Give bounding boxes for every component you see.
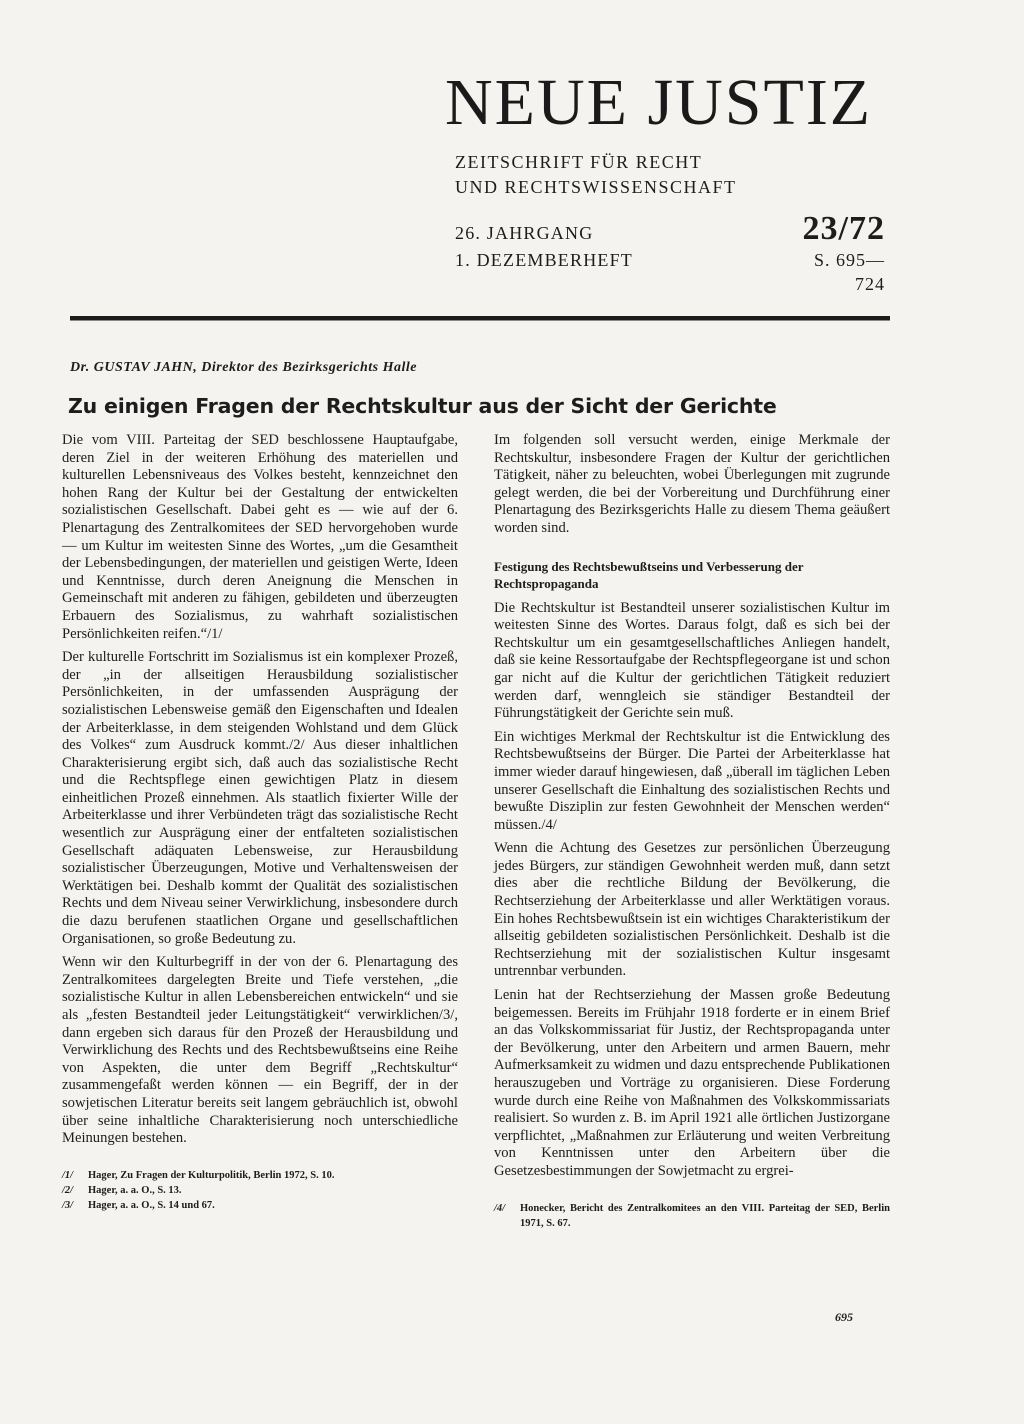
page-number: 695 [835, 1310, 853, 1324]
footnote [62, 1183, 458, 1198]
journal-subtitle [455, 150, 737, 200]
left-column [62, 432, 458, 1213]
footnote-text: Hager, a. a. O., S. 13. [88, 1184, 182, 1196]
issue-number: 23/72 [802, 210, 885, 247]
footnote-mark: /1/ [62, 1169, 74, 1181]
footnote-mark: /2/ [62, 1184, 74, 1196]
footnotes-right [494, 1201, 890, 1231]
volume-label: 26. JAHRGANG [455, 223, 594, 243]
footnote [62, 1198, 458, 1213]
footnote-text: Hager, Zu Fragen der Kulturpolitik, Berlin 1972, S. 10. [88, 1169, 335, 1181]
paragraph: Wenn wir den Kulturbegriff in der von der 6. Plenartagung des Zentralkomitees dargelegten Breite und Tiefe verstehen, „die sozialistische Kultur in allen Lebensbereichen entwickeln“ und sie als „festen Bestandteil jeder Leitungstätigkeit“ verwirklichen/3/, dann ergeben sich daraus für den Prozeß der Herausbildung und Verwirklichung des Rechts und des Rechtsbewußtseins eine Reihe von Aspekten, die unter dem Begriff „Rechtskultur“ zusammengefaßt werden können — ein Begriff, der in der sowjetischen Literatur bereits seit langem gebräuchlich ist, obwohl über seine inhaltliche Charakterisierung noch unterschiedliche Meinungen bestehen. [62, 954, 458, 1147]
footnote [62, 1168, 458, 1183]
issue-pages: S. 695—724 [813, 250, 885, 294]
article-author: Dr. GUSTAV JAHN, Direktor des Bezirksgerichts Halle [70, 360, 418, 375]
issue-month-label: 1. DEZEMBERHEFT [455, 250, 633, 270]
footnotes-left [62, 1168, 458, 1213]
paragraph: Ein wichtiges Merkmal der Rechtskultur ist die Entwicklung des Rechtsbewußtseins der Bürger. Die Partei der Arbeiterklasse hat immer wieder darauf hingewiesen, daß „überall im täglichen Leben unserer Gesellschaft die Einhaltung des sozialistischen Rechts und bewußte Disziplin zur festen Gewohnheit der Menschen werden“ müssen./4/ [494, 728, 890, 833]
subtitle-line-2: UND RECHTSWISSENSCHAFT [455, 177, 737, 197]
paragraph: Lenin hat der Rechtserziehung der Massen große Bedeutung beigemessen. Bereits im Frühjahr 1918 forderte er in einem Brief an das Volkskommissariat für Justiz, der Rechtspropaganda unter der Bevölkerung, unter den Arbeitern und armen Bauern, mehr Aufmerksamkeit zu widmen und dazu entsprechende Publikationen herauszugeben und Vorträge zu organisieren. Diese Forderung wurde durch eine Reihe von Maßnahmen des Volkskommissariats realisiert. So wurden z. B. im April 1921 alle örtlichen Justizorgane verpflichtet, „Maßnahmen zur Erläuterung und weiten Verbreitung von Kenntnissen unter den Arbeitern über die Gesetzesbestimmungen der Sowjetmacht zu ergrei- [494, 987, 890, 1179]
footnote-mark: /3/ [62, 1199, 74, 1211]
paragraph: Im folgenden soll versucht werden, einige Merkmale der Rechtskultur, insbesondere Fragen der Kultur der gerichtlichen Tätigkeit, näher zu beleuchten, wobei Überlegungen mit zugrunde gelegt werden, die bei der Vorbereitung und Durchführung einer Plenartagung des Bezirksgerichts Halle zu diesem Thema geäußert worden sind. [494, 432, 890, 536]
issue-number-block [785, 210, 885, 296]
paragraph: Die Rechtskultur ist Bestandteil unserer sozialistischen Kultur im weitesten Sinne des Wortes. Daraus folgt, daß es sich bei der Rechtskultur um ein gesamtgesellschaftliches Anliegen handelt, daß sie keine Ressortaufgabe der Rechtspflegeorgane ist und schon gar nicht auf die Kultur der gerichtlichen Tätigkeit reduziert werden darf, wenngleich sie ständiger Bestandteil der Führungstätigkeit der Gerichte sein muß. [494, 599, 890, 722]
paragraph: Der kulturelle Fortschritt im Sozialismus ist ein komplexer Prozeß, der „in der allseitigen Herausbildung sozialistischer Persönlichkeiten, in der umfassenden Ausprägung der sozialistischen Lebensweise gemäß den Eigenschaften und Idealen der Arbeiterklasse, in dem steigenden Wohlstand und dem Glück des Volkes“ zum Ausdruck kommt./2/ Aus dieser inhaltlichen Charakterisierung ergibt sich, daß auch das sozialistische Recht und die Rechtspflege einen gewichtigen Platz in diesem einheitlichen Prozeß einnehmen. Als staatlich fixierter Wille der Arbeiterklasse und ihrer Verbündeten trägt das sozialistische Recht wesentlich zur Ausprägung einer der entfalteten sozialistischen Gesellschaft adäquaten Lebensweise, zur Herausbildung sozialistischer Überzeugungen, Motive und Verhaltensweisen der Werktätigen bei. Deshalb kommt der Qualität des sozialistischen Rechts und dem Niveau seiner Verwirklichung, insbesondere durch die dazu berufenen staatlichen Organe und gesellschaftlichen Organisationen, so große Bedeutung zu. [62, 649, 458, 947]
paragraph: Wenn die Achtung des Gesetzes zur persönlichen Überzeugung jedes Bürgers, zur ständigen Gewohnheit werden muß, dann setzt dies aber die rechtliche Bildung der Bevölkerung, die Rechtserziehung der Arbeiterklasse und aller Werktätigen voraus. Ein hohes Rechtsbewußtsein ist ein wichtiges Charakteristikum der allseitig gebildeten sozialistischen Persönlichkeit. Deshalb ist die Rechtserziehung mit der sozialistischen Kultur insgesamt untrennbar verbunden. [494, 840, 890, 980]
footnote-mark: /4/ [494, 1202, 506, 1214]
paragraph: Die vom VIII. Parteitag der SED beschlossene Hauptaufgabe, deren Ziel in der weiteren Erhöhung des materiellen und kulturellen Lebensniveaus des Volkes besteht, kennzeichnet den hohen Rang der Kultur bei der Gestaltung der entwickelten sozialistischen Gesellschaft. Dabei geht es — wie auf der 6. Plenartagung des Zentralkomitees der SED hervorgehoben wurde — um Kultur im weitesten Sinne des Wortes, „um die Gesamtheit der Lebensbedingungen, der materiellen und geistigen Werte, Ideen und Kenntnisse, durch deren Aneignung die Menschen in Gemeinschaft mit anderen zu fähigen, gebildeten und überzeugten Erbauern des Sozialismus, zu wahrhaft sozialistischen Persönlichkeiten reifen.“/1/ [62, 432, 458, 642]
footnote-text: Hager, a. a. O., S. 14 und 67. [88, 1199, 215, 1211]
journal-title: NEUE JUSTIZ [445, 66, 873, 139]
section-heading: Festigung des Rechtsbewußtseins und Verbesserung der Rechtspropaganda [494, 558, 804, 591]
footnote-text: Honecker, Bericht des Zentralkomitees an den VIII. Parteitag der SED, Berlin 1971, S. 67. [520, 1202, 890, 1229]
right-column [494, 432, 890, 1231]
article-title: Zu einigen Fragen der Rechtskultur aus der Sicht der Gerichte [68, 394, 777, 418]
subtitle-line-1: ZEITSCHRIFT FÜR RECHT [455, 152, 703, 172]
issue-info [455, 220, 633, 274]
masthead-rule [70, 316, 890, 321]
footnote [494, 1201, 890, 1231]
